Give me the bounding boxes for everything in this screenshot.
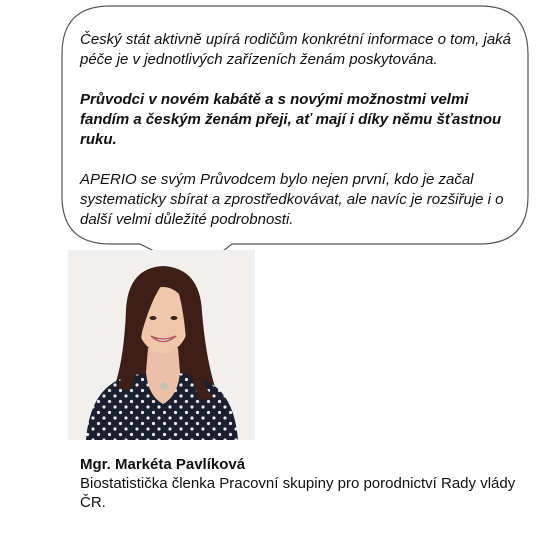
- quote-paragraph-2: Průvodci v novém kabátě a s novými možnostmi velmi fandím a českým ženám přeji, ať mají i díky němu šťastnou ruku.: [80, 91, 502, 148]
- quote-paragraph-3: APERIO se svým Průvodcem bylo nejen první, kdo je začal systematicky sbírat a zprostředkovávat, ale navíc je rozšiřuje i o další velmi důležité podrobnosti.: [80, 171, 504, 228]
- caption: [80, 455, 520, 512]
- person-name: Mgr. Markéta Pavlíková: [80, 456, 246, 473]
- person-role: Biostatistička členka Pracovní skupiny pro porodnictví Rady vlády ČR.: [80, 475, 516, 511]
- quote-paragraph-1: Český stát aktivně upírá rodičům konkrétní informace o tom, jaká péče je v jednotlivých zařízeních ženám poskytována.: [80, 31, 512, 68]
- portrait-photo: [68, 250, 255, 440]
- quote-text: [80, 30, 520, 230]
